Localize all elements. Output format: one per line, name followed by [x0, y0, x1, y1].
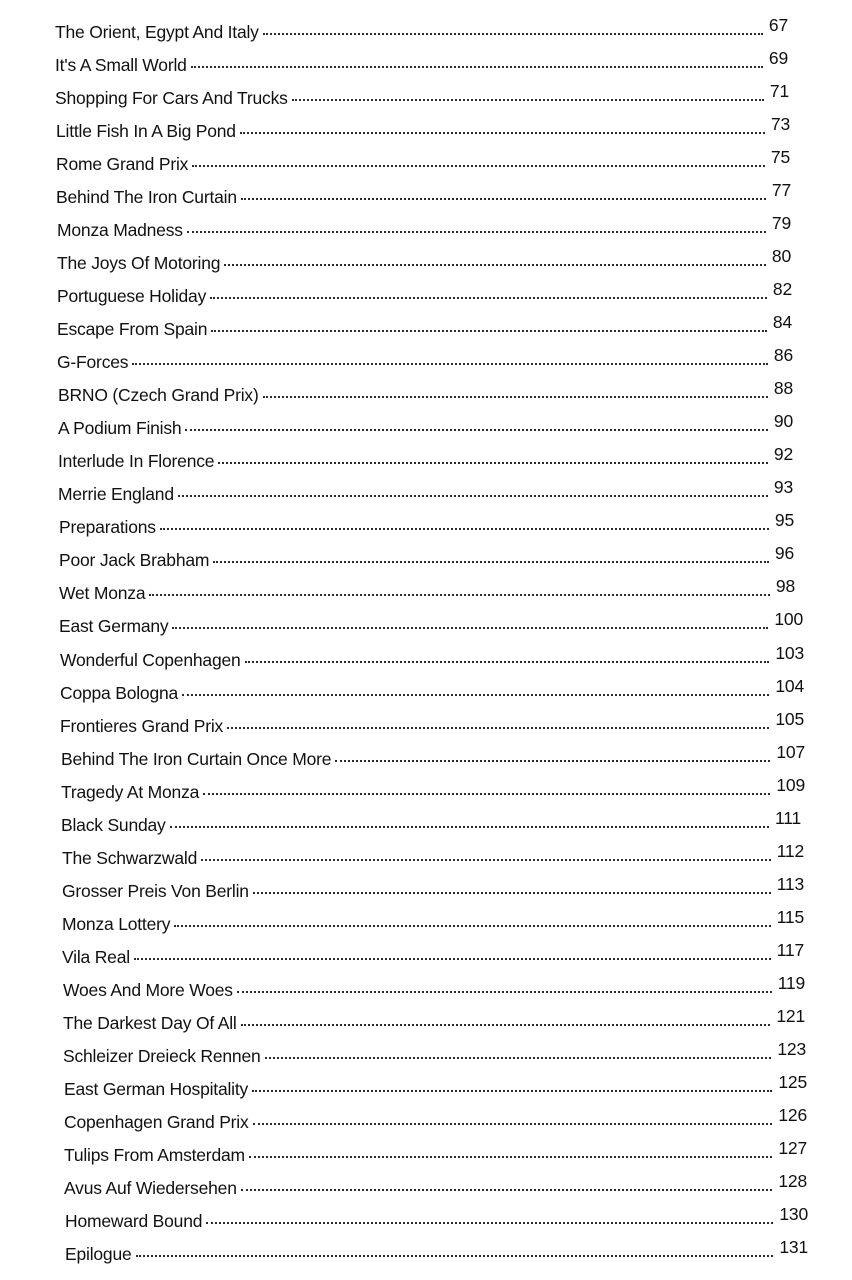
toc-entry-title: Poor Jack Brabham — [59, 550, 210, 570]
toc-entry-title: Tulips From Amsterdam — [64, 1145, 245, 1165]
dot-leader — [227, 727, 769, 729]
dot-leader — [187, 231, 766, 233]
dot-leader — [136, 1255, 774, 1257]
toc-entry-page: 98 — [775, 576, 795, 596]
toc-entry-page: 130 — [779, 1204, 808, 1224]
dot-leader — [263, 33, 763, 35]
dot-leader — [191, 66, 763, 68]
toc-entry-page: 126 — [778, 1105, 807, 1125]
toc-entry-title: BRNO (Czech Grand Prix) — [58, 385, 259, 405]
toc-entry-page: 96 — [774, 543, 794, 563]
toc-entry-page: 77 — [771, 180, 791, 200]
toc-entry-page: 117 — [776, 940, 804, 960]
toc-entry-title: Woes And More Woes — [63, 980, 233, 1000]
toc-entry-title: Monza Madness — [57, 220, 183, 240]
toc-entry — [58, 378, 793, 409]
toc-entry-page: 100 — [774, 609, 803, 629]
toc-entry — [61, 775, 805, 806]
toc-entry-page: 82 — [772, 279, 792, 299]
toc-entry-title: Merrie England — [58, 484, 174, 504]
toc-entry — [55, 15, 788, 46]
dot-leader — [253, 892, 771, 894]
toc-entry — [65, 1237, 808, 1268]
toc-entry-title: East Germany — [59, 616, 169, 636]
toc-entry-title: Schleizer Dreieck Rennen — [63, 1046, 261, 1066]
toc-entry — [65, 1204, 808, 1235]
toc-entry-page: 88 — [773, 378, 793, 398]
dot-leader — [253, 1123, 773, 1125]
toc-entry-page: 115 — [776, 907, 804, 927]
dot-leader — [241, 1024, 771, 1026]
toc-entry-page: 95 — [774, 510, 794, 530]
toc-entry — [57, 279, 792, 310]
toc-entry — [59, 510, 794, 541]
dot-leader — [252, 1090, 772, 1092]
toc-entry — [60, 643, 804, 674]
toc-entry-page: 86 — [773, 345, 793, 365]
toc-entry — [64, 1138, 807, 1169]
toc-entry-title: Interlude In Florence — [58, 451, 215, 471]
dot-leader — [182, 694, 769, 696]
dot-leader — [265, 1057, 772, 1059]
dot-leader — [224, 264, 766, 266]
toc-entry-title: Tragedy At Monza — [61, 782, 200, 802]
toc-entry-title: Copenhagen Grand Prix — [64, 1112, 249, 1132]
toc-entry-title: Grosser Preis Von Berlin — [62, 881, 249, 901]
toc-entry — [61, 742, 805, 773]
dot-leader — [241, 1189, 773, 1191]
toc-entry-page: 90 — [773, 411, 793, 431]
toc-entry-page: 71 — [769, 81, 789, 101]
dot-leader — [211, 330, 767, 332]
toc-entry — [63, 1039, 806, 1070]
toc-entry — [62, 874, 804, 905]
toc-entry-page: 131 — [779, 1237, 808, 1257]
toc-entry — [60, 676, 804, 707]
dot-leader — [185, 429, 767, 431]
toc-entry-page: 119 — [777, 973, 805, 993]
toc-entry — [57, 312, 792, 343]
dot-leader — [201, 859, 771, 861]
dot-leader — [149, 594, 770, 596]
toc-entry-page: 92 — [773, 444, 793, 464]
toc-entry-page: 123 — [777, 1039, 806, 1059]
toc-entry-title: Rome Grand Prix — [56, 154, 189, 174]
dot-leader — [132, 363, 768, 365]
toc-entry — [59, 609, 803, 640]
toc-entry — [64, 1105, 807, 1136]
toc-entry-title: The Darkest Day Of All — [63, 1013, 237, 1033]
dot-leader — [241, 198, 766, 200]
toc-entry-title: Wonderful Copenhagen — [60, 650, 241, 670]
toc-entry — [58, 411, 793, 442]
toc-entry-page: 73 — [770, 114, 790, 134]
toc-entry — [58, 444, 793, 475]
toc-entry-title: Behind The Iron Curtain Once More — [61, 749, 332, 769]
toc-entry-page: 127 — [778, 1138, 807, 1158]
toc-entry-title: Homeward Bound — [65, 1211, 203, 1231]
toc-entry-page: 79 — [771, 213, 791, 233]
toc-entry — [58, 477, 793, 508]
toc-entry — [55, 48, 788, 79]
toc-entry — [57, 213, 791, 244]
toc-entry-title: The Schwarzwald — [62, 848, 198, 868]
dot-leader — [178, 495, 768, 497]
dot-leader — [218, 462, 768, 464]
dot-leader — [245, 661, 770, 663]
toc-entry-page: 69 — [768, 48, 788, 68]
dot-leader — [160, 528, 769, 530]
toc-entry — [59, 543, 794, 574]
toc-entry-page: 93 — [773, 477, 793, 497]
dot-leader — [206, 1222, 773, 1224]
dot-leader — [237, 991, 772, 993]
toc-entry-page: 67 — [768, 15, 788, 35]
toc-entry-title: Escape From Spain — [57, 319, 208, 339]
toc-entry-page: 125 — [778, 1072, 807, 1092]
dot-leader — [203, 793, 770, 795]
toc-entry-title: Avus Auf Wiedersehen — [64, 1178, 237, 1198]
dot-leader — [172, 627, 768, 629]
toc-entry — [62, 841, 804, 872]
toc-entry-title: Black Sunday — [61, 815, 166, 835]
toc-entry-title: Preparations — [59, 517, 156, 537]
toc-entry — [56, 114, 790, 145]
toc-entry-title: Epilogue — [65, 1244, 132, 1264]
toc-entry-title: Vila Real — [62, 947, 130, 967]
toc-entry — [62, 940, 804, 971]
toc-entry-title: Shopping For Cars And Trucks — [55, 88, 288, 108]
toc-entry-page: 121 — [776, 1006, 805, 1026]
dot-leader — [192, 165, 765, 167]
toc-entry-title: It's A Small World — [55, 55, 187, 75]
toc-entry — [56, 180, 791, 211]
toc-entry-page: 105 — [775, 709, 804, 729]
toc-entry-page: 104 — [775, 676, 804, 696]
toc-entry-title: East German Hospitality — [64, 1079, 249, 1099]
toc-entry-page: 80 — [771, 246, 791, 266]
toc-entry-title: Portuguese Holiday — [57, 286, 207, 306]
toc-entry — [63, 1006, 805, 1037]
toc-entry-title: The Joys Of Motoring — [57, 253, 221, 273]
dot-leader — [335, 760, 770, 762]
toc-entry — [60, 709, 804, 740]
toc-entry-title: Little Fish In A Big Pond — [56, 121, 236, 141]
dot-leader — [240, 132, 765, 134]
toc-entry — [56, 147, 790, 178]
toc-entry-title: A Podium Finish — [58, 418, 182, 438]
toc-entry-title: The Orient, Egypt And Italy — [55, 22, 259, 42]
toc-entry-title: G-Forces — [57, 352, 129, 372]
toc-entry-title: Behind The Iron Curtain — [56, 187, 237, 207]
toc-entry — [59, 576, 795, 607]
toc-entry-page: 109 — [776, 775, 805, 795]
toc-entry-page: 75 — [770, 147, 790, 167]
toc-entry-title: Monza Lottery — [62, 914, 171, 934]
toc-entry-page: 84 — [772, 312, 792, 332]
toc-entry — [64, 1072, 807, 1103]
toc-entry-title: Coppa Bologna — [60, 683, 179, 703]
toc-entry — [63, 973, 805, 1004]
toc-entry-page: 107 — [776, 742, 805, 762]
toc-entry — [61, 808, 801, 839]
dot-leader — [263, 396, 768, 398]
dot-leader — [174, 925, 770, 927]
toc-entry-page: 112 — [776, 841, 804, 861]
toc-entry-page: 128 — [778, 1171, 807, 1191]
toc-entry-title: Wet Monza — [59, 583, 146, 603]
dot-leader — [170, 826, 769, 828]
toc-entry — [57, 246, 791, 277]
toc-entry-page: 113 — [776, 874, 804, 894]
dot-leader — [134, 958, 771, 960]
toc-entry — [57, 345, 793, 376]
toc-entry — [64, 1171, 807, 1202]
toc-entry — [55, 81, 789, 112]
toc-entry-page: 111 — [774, 808, 801, 828]
toc-entry-page: 103 — [775, 643, 804, 663]
toc-entry-title: Frontieres Grand Prix — [60, 716, 224, 736]
dot-leader — [249, 1156, 773, 1158]
dot-leader — [210, 297, 767, 299]
toc-entry — [62, 907, 804, 938]
dot-leader — [213, 561, 769, 563]
dot-leader — [292, 99, 764, 101]
